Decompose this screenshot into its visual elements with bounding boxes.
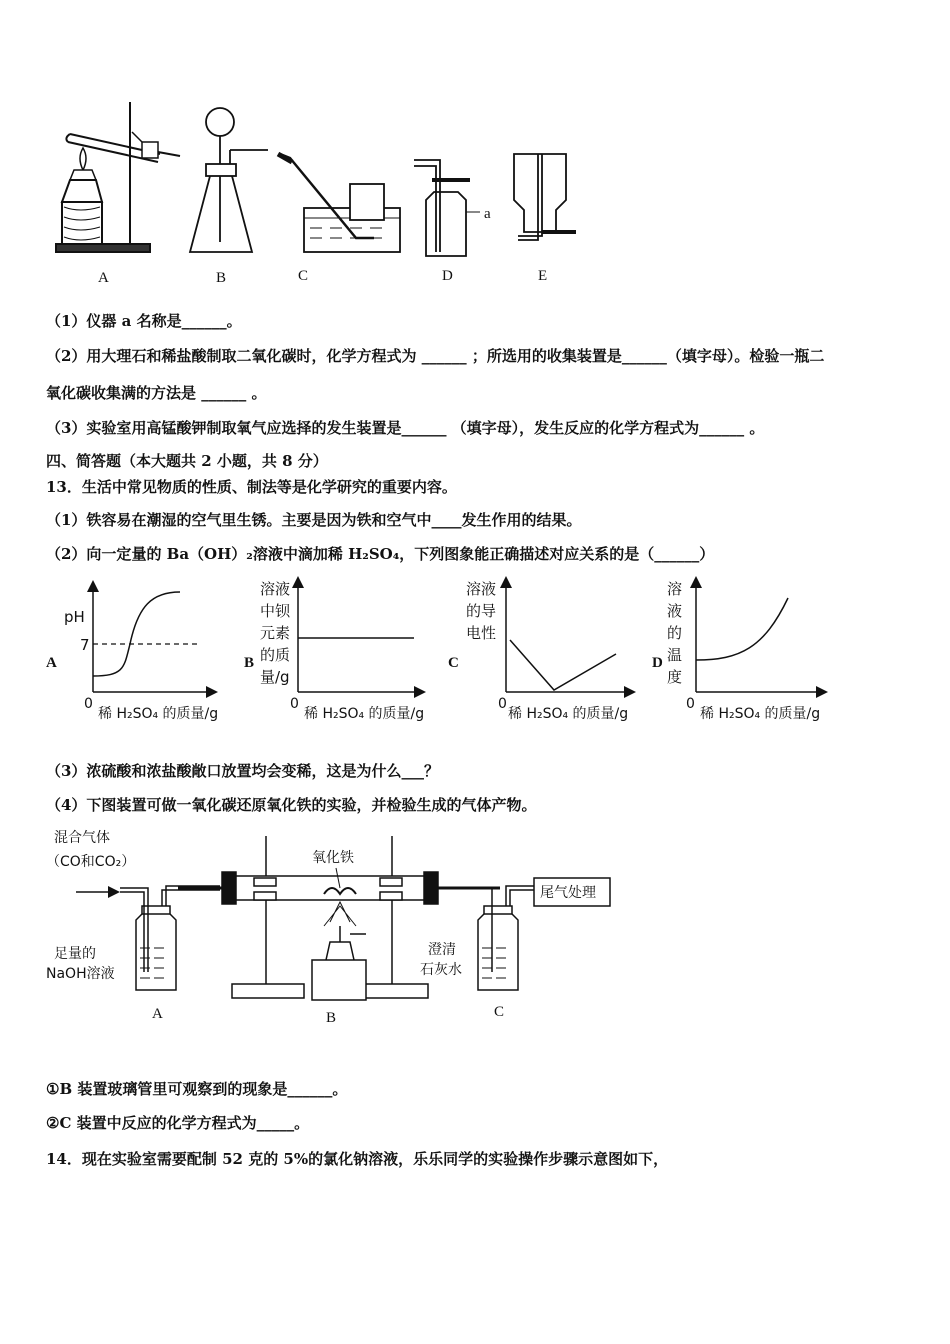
figure1-label-a: A <box>98 270 109 286</box>
q13-part2: （2）向一定量的 Ba（OH）₂溶液中滴加稀 H₂SO₄，下列图象能正确描述对应关系的是（______） <box>46 545 715 563</box>
graph-a-ylabel: pH <box>64 608 85 626</box>
figure1-label-b: B <box>216 270 227 286</box>
apparatus-c <box>278 154 400 252</box>
apparatus-figure-1 <box>40 92 620 292</box>
graph-b <box>244 580 424 722</box>
gas-label-line2: （CO和CO₂） <box>46 854 136 870</box>
graph-d-ylabel-4: 温 <box>667 646 683 664</box>
q13-part3: （3）浓硫酸和浓盐酸敞口放置均会变稀，这是为什么___？ <box>46 762 439 780</box>
q13-stem: 13．生活中常见物质的性质、制法等是化学研究的重要内容。 <box>46 478 457 496</box>
graph-b-ylabel-2: 中钡 <box>260 602 291 620</box>
graph-c-ylabel-1: 溶液 <box>466 580 497 598</box>
graph-figure <box>40 572 880 732</box>
q12-part1: （1）仪器 a 名称是______。 <box>46 312 242 330</box>
lime-label-line2: 石灰水 <box>420 962 462 978</box>
graph-a-letter: A <box>46 655 57 671</box>
section-4-title: 四、简答题（本大题共 2 小题，共 8 分） <box>46 452 328 470</box>
apparatus-d <box>414 160 480 256</box>
apparatus-e <box>514 154 576 240</box>
q12-part2-line1: （2）用大理石和稀盐酸制取二氧化碳时，化学方程式为 ______ ；所选用的收集装置是______（填字母）。检验一瓶二 <box>46 347 825 365</box>
graph-d <box>652 580 822 722</box>
q14-stem: 14．现在实验室需要配制 52 克的 5%的氯化钠溶液，乐乐同学的实验操作步骤示意图如下， <box>46 1150 669 1168</box>
graph-a-xlabel: 稀 H₂SO₄ 的质量/g <box>98 706 219 722</box>
graph-d-xlabel: 稀 H₂SO₄ 的质量/g <box>700 706 821 722</box>
graph-a <box>46 586 218 722</box>
q13-sub1: ①B 装置玻璃管里可观察到的现象是______。 <box>46 1080 348 1098</box>
q13-part4: （4）下图装置可做一氧化碳还原氧化铁的实验，并检验生成的气体产物。 <box>46 796 537 814</box>
figure1-label-d: D <box>442 268 453 284</box>
graph-d-ylabel-5: 度 <box>667 668 683 686</box>
apparatus-a <box>56 102 180 252</box>
graph-c-xlabel: 稀 H₂SO₄ 的质量/g <box>508 706 629 722</box>
graph-d-ylabel-2: 液 <box>667 602 683 620</box>
graph-c-ylabel-3: 电性 <box>466 624 497 642</box>
graph-b-origin: 0 <box>290 696 299 712</box>
apparatus-label-c: C <box>494 1004 505 1020</box>
apparatus-label-b: B <box>326 1010 337 1026</box>
apparatus-label-a: A <box>152 1006 163 1022</box>
figure1-label-c: C <box>298 268 309 284</box>
co-reduction-apparatus <box>40 822 640 1032</box>
graph-c-origin: 0 <box>498 696 507 712</box>
bottle-a <box>120 886 220 990</box>
naoh-label-line2: NaOH溶液 <box>46 966 115 982</box>
marker-a: a <box>484 206 491 222</box>
q13-sub2: ②C 装置中反应的化学方程式为_____。 <box>46 1114 310 1132</box>
q12-part2-line2: 氧化碳收集满的方法是 ______ 。 <box>46 384 267 402</box>
graph-d-origin: 0 <box>686 696 695 712</box>
graph-b-ylabel-5: 量/g <box>260 668 290 686</box>
graph-a-origin: 0 <box>84 696 93 712</box>
naoh-label-line1: 足量的 <box>54 946 96 962</box>
bottle-c <box>478 886 534 990</box>
graph-b-ylabel-3: 元素 <box>260 624 291 642</box>
gas-label-line1: 混合气体 <box>54 830 110 846</box>
graph-b-ylabel-1: 溶液 <box>260 580 291 598</box>
graph-c-letter: C <box>448 655 459 671</box>
q13-part1: （1）铁容易在潮湿的空气里生锈。主要是因为铁和空气中____发生作用的结果。 <box>46 511 582 529</box>
figure1-label-e: E <box>538 268 548 284</box>
apparatus-b <box>190 108 268 252</box>
lime-label-line1: 澄清 <box>428 942 456 958</box>
graph-d-letter: D <box>652 655 663 671</box>
graph-b-letter: B <box>244 655 255 671</box>
graph-d-ylabel-1: 溶 <box>667 580 683 598</box>
graph-c <box>448 580 630 722</box>
q12-part3: （3）实验室用高锰酸钾制取氧气应选择的发生装置是______ （填字母），发生反应的化学方程式为______ 。 <box>46 419 765 437</box>
graph-c-ylabel-2: 的导 <box>466 602 497 620</box>
graph-d-ylabel-3: 的 <box>667 624 683 642</box>
graph-a-tick-7: 7 <box>80 636 90 654</box>
graph-b-xlabel: 稀 H₂SO₄ 的质量/g <box>304 706 425 722</box>
tail-gas-label: 尾气处理 <box>540 885 596 901</box>
iron-oxide-label: 氧化铁 <box>312 850 354 866</box>
graph-b-ylabel-4: 的质 <box>260 646 291 664</box>
